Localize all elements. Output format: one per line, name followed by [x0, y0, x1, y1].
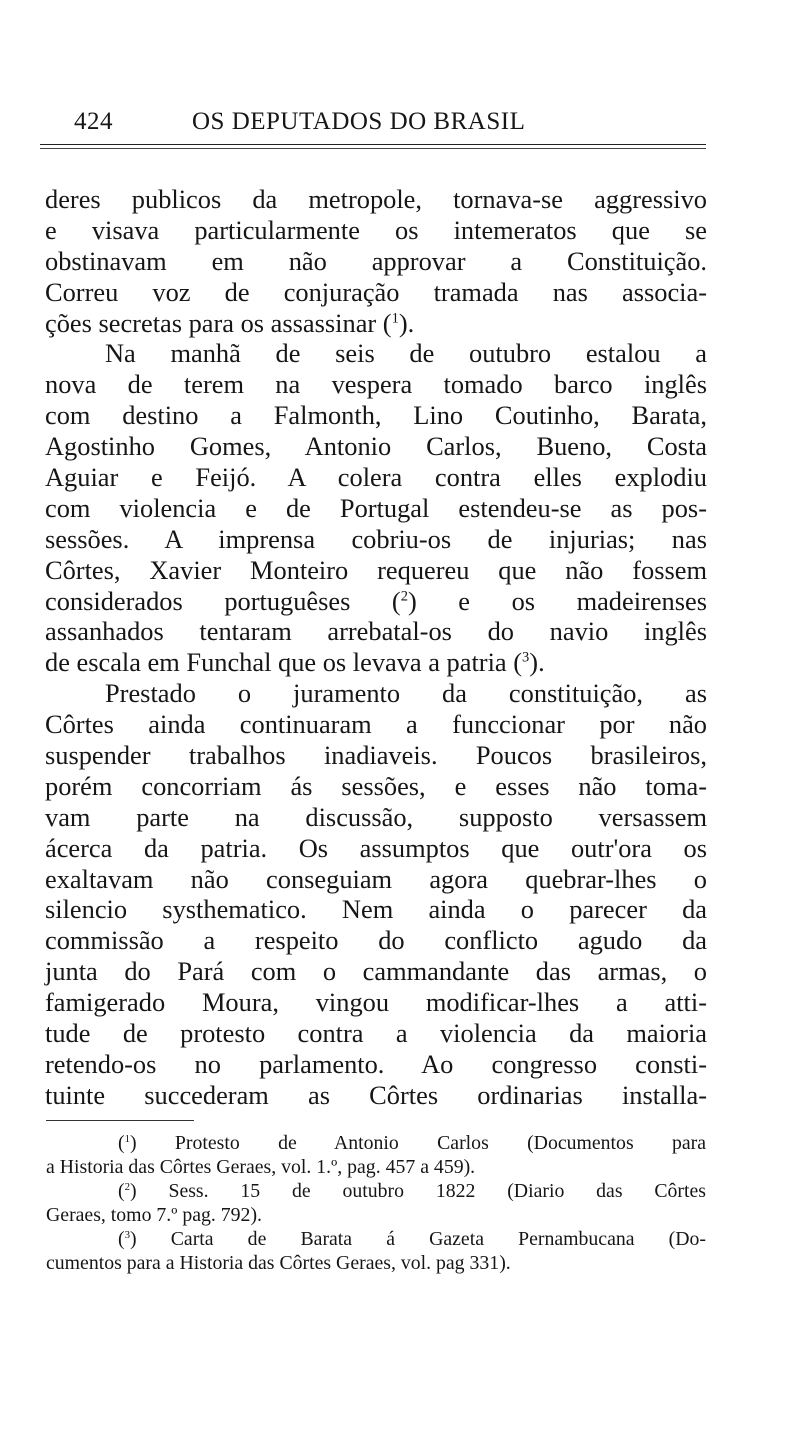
footnote-line: a Historia das Côrtes Geraes, vol. 1.º, pag. 457 a 459).	[46, 1156, 476, 1178]
body-text	[45, 184, 707, 1111]
footnote-separator	[46, 1120, 194, 1121]
footnote-line: Geraes, tomo 7.º pag. 792).	[46, 1204, 262, 1226]
text-fragment: de escala em Funchal que os levava a patria (	[45, 647, 523, 678]
text-fragment: ) e os madeirenses	[407, 585, 707, 616]
text-fragment: considerados portuguêses (	[45, 585, 401, 616]
text-line: Na manhã de seis de outubro estalou a	[105, 338, 707, 369]
text-line: Prestado o juramento da constituição, as	[105, 678, 707, 709]
text-line: suspender trabalhos inadiaveis. Poucos brasileiros,	[45, 740, 707, 771]
text-line: tude de protesto contra a violencia da maioria	[45, 1018, 707, 1049]
text-fragment: (	[118, 1180, 125, 1202]
running-header	[40, 108, 706, 144]
text-fragment: ) Carta de Barata á Gazeta Pernambucana (Do-	[130, 1228, 706, 1250]
text-fragment: ) Protesto de Antonio Carlos (Documentos para	[130, 1132, 706, 1154]
footnote-marker: 1	[124, 1132, 131, 1145]
text-line: Côrtes ainda continuaram a funccionar por não	[45, 709, 707, 740]
text-line: sessões. A imprensa cobriu-os de injurias; nas	[45, 523, 707, 554]
text-fragment: ).	[398, 307, 415, 338]
text-line: exaltavam não conseguiam agora quebrar-lhes o	[45, 863, 707, 894]
text-line: silencio systhematico. Nem ainda o parecer da	[45, 894, 707, 925]
text-line: Aguiar e Feijó. A colera contra elles explodiu	[45, 462, 707, 493]
text-line: commissão a respeito do conflicto agudo da	[45, 925, 707, 956]
footnote-marker: 3	[124, 1228, 131, 1241]
footnote-line: cumentos para a Historia das Côrtes Geraes, vol. pag 331).	[46, 1252, 511, 1274]
text-line: tuinte succederam as Côrtes ordinarias installa-	[45, 1079, 707, 1110]
text-line: com destino a Falmonth, Lino Coutinho, Barata,	[45, 400, 707, 431]
header-rule-thin	[40, 148, 706, 149]
footnote-line	[46, 1131, 706, 1155]
text-fragment: ções secretas para os assassinar (	[45, 307, 392, 338]
text-line: retendo-os no parlamento. Ao congresso consti-	[45, 1048, 707, 1079]
running-title: OS DEPUTADOS DO BRASIL	[192, 108, 526, 135]
header-rule	[40, 144, 706, 145]
text-line: com violencia e de Portugal estendeu-se as pos-	[45, 492, 707, 523]
text-line: Côrtes, Xavier Monteiro requereu que não fossem	[45, 554, 707, 585]
text-fragment: (	[118, 1228, 125, 1250]
footnote-line	[46, 1227, 706, 1251]
footnote-line	[46, 1179, 706, 1203]
footnote-ref: 2	[400, 588, 408, 605]
text-fragment: ) Sess. 15 de outubro 1822 (Diario das Côrtes	[130, 1180, 706, 1202]
text-fragment: ).	[529, 647, 545, 678]
footnote-marker: 2	[124, 1180, 131, 1193]
text-line: porém concorriam ás sessões, e esses não toma-	[45, 770, 707, 801]
text-line	[45, 586, 707, 617]
text-line: junta do Pará com o cammandante das armas, o	[45, 956, 707, 987]
text-line: assanhados tentaram arrebatal-os do navio inglês	[45, 616, 707, 647]
footnotes	[46, 1131, 706, 1275]
text-line: vam parte na discussão, supposto versassem	[45, 801, 707, 832]
text-line	[45, 308, 707, 339]
text-line: famigerado Moura, vingou modificar-lhes a atti-	[45, 987, 707, 1018]
footnote-ref: 3	[522, 649, 530, 666]
text-fragment: (	[118, 1132, 125, 1154]
footnote-ref: 1	[391, 310, 399, 327]
text-line: deres publicos da metropole, tornava-se aggressivo	[45, 184, 707, 214]
page-number: 424	[74, 108, 113, 135]
text-line: ácerca da patria. Os assumptos que outr'ora os	[45, 832, 707, 863]
text-line	[45, 647, 707, 678]
text-line: Correu voz de conjuração tramada nas associa-	[45, 276, 707, 307]
text-line: nova de terem na vespera tomado barco inglês	[45, 369, 707, 400]
text-line: obstinavam em não approvar a Constituição.	[45, 245, 707, 276]
text-line: e visava particularmente os intemeratos que se	[45, 214, 707, 245]
text-line: Agostinho Gomes, Antonio Carlos, Bueno, Costa	[45, 431, 707, 462]
